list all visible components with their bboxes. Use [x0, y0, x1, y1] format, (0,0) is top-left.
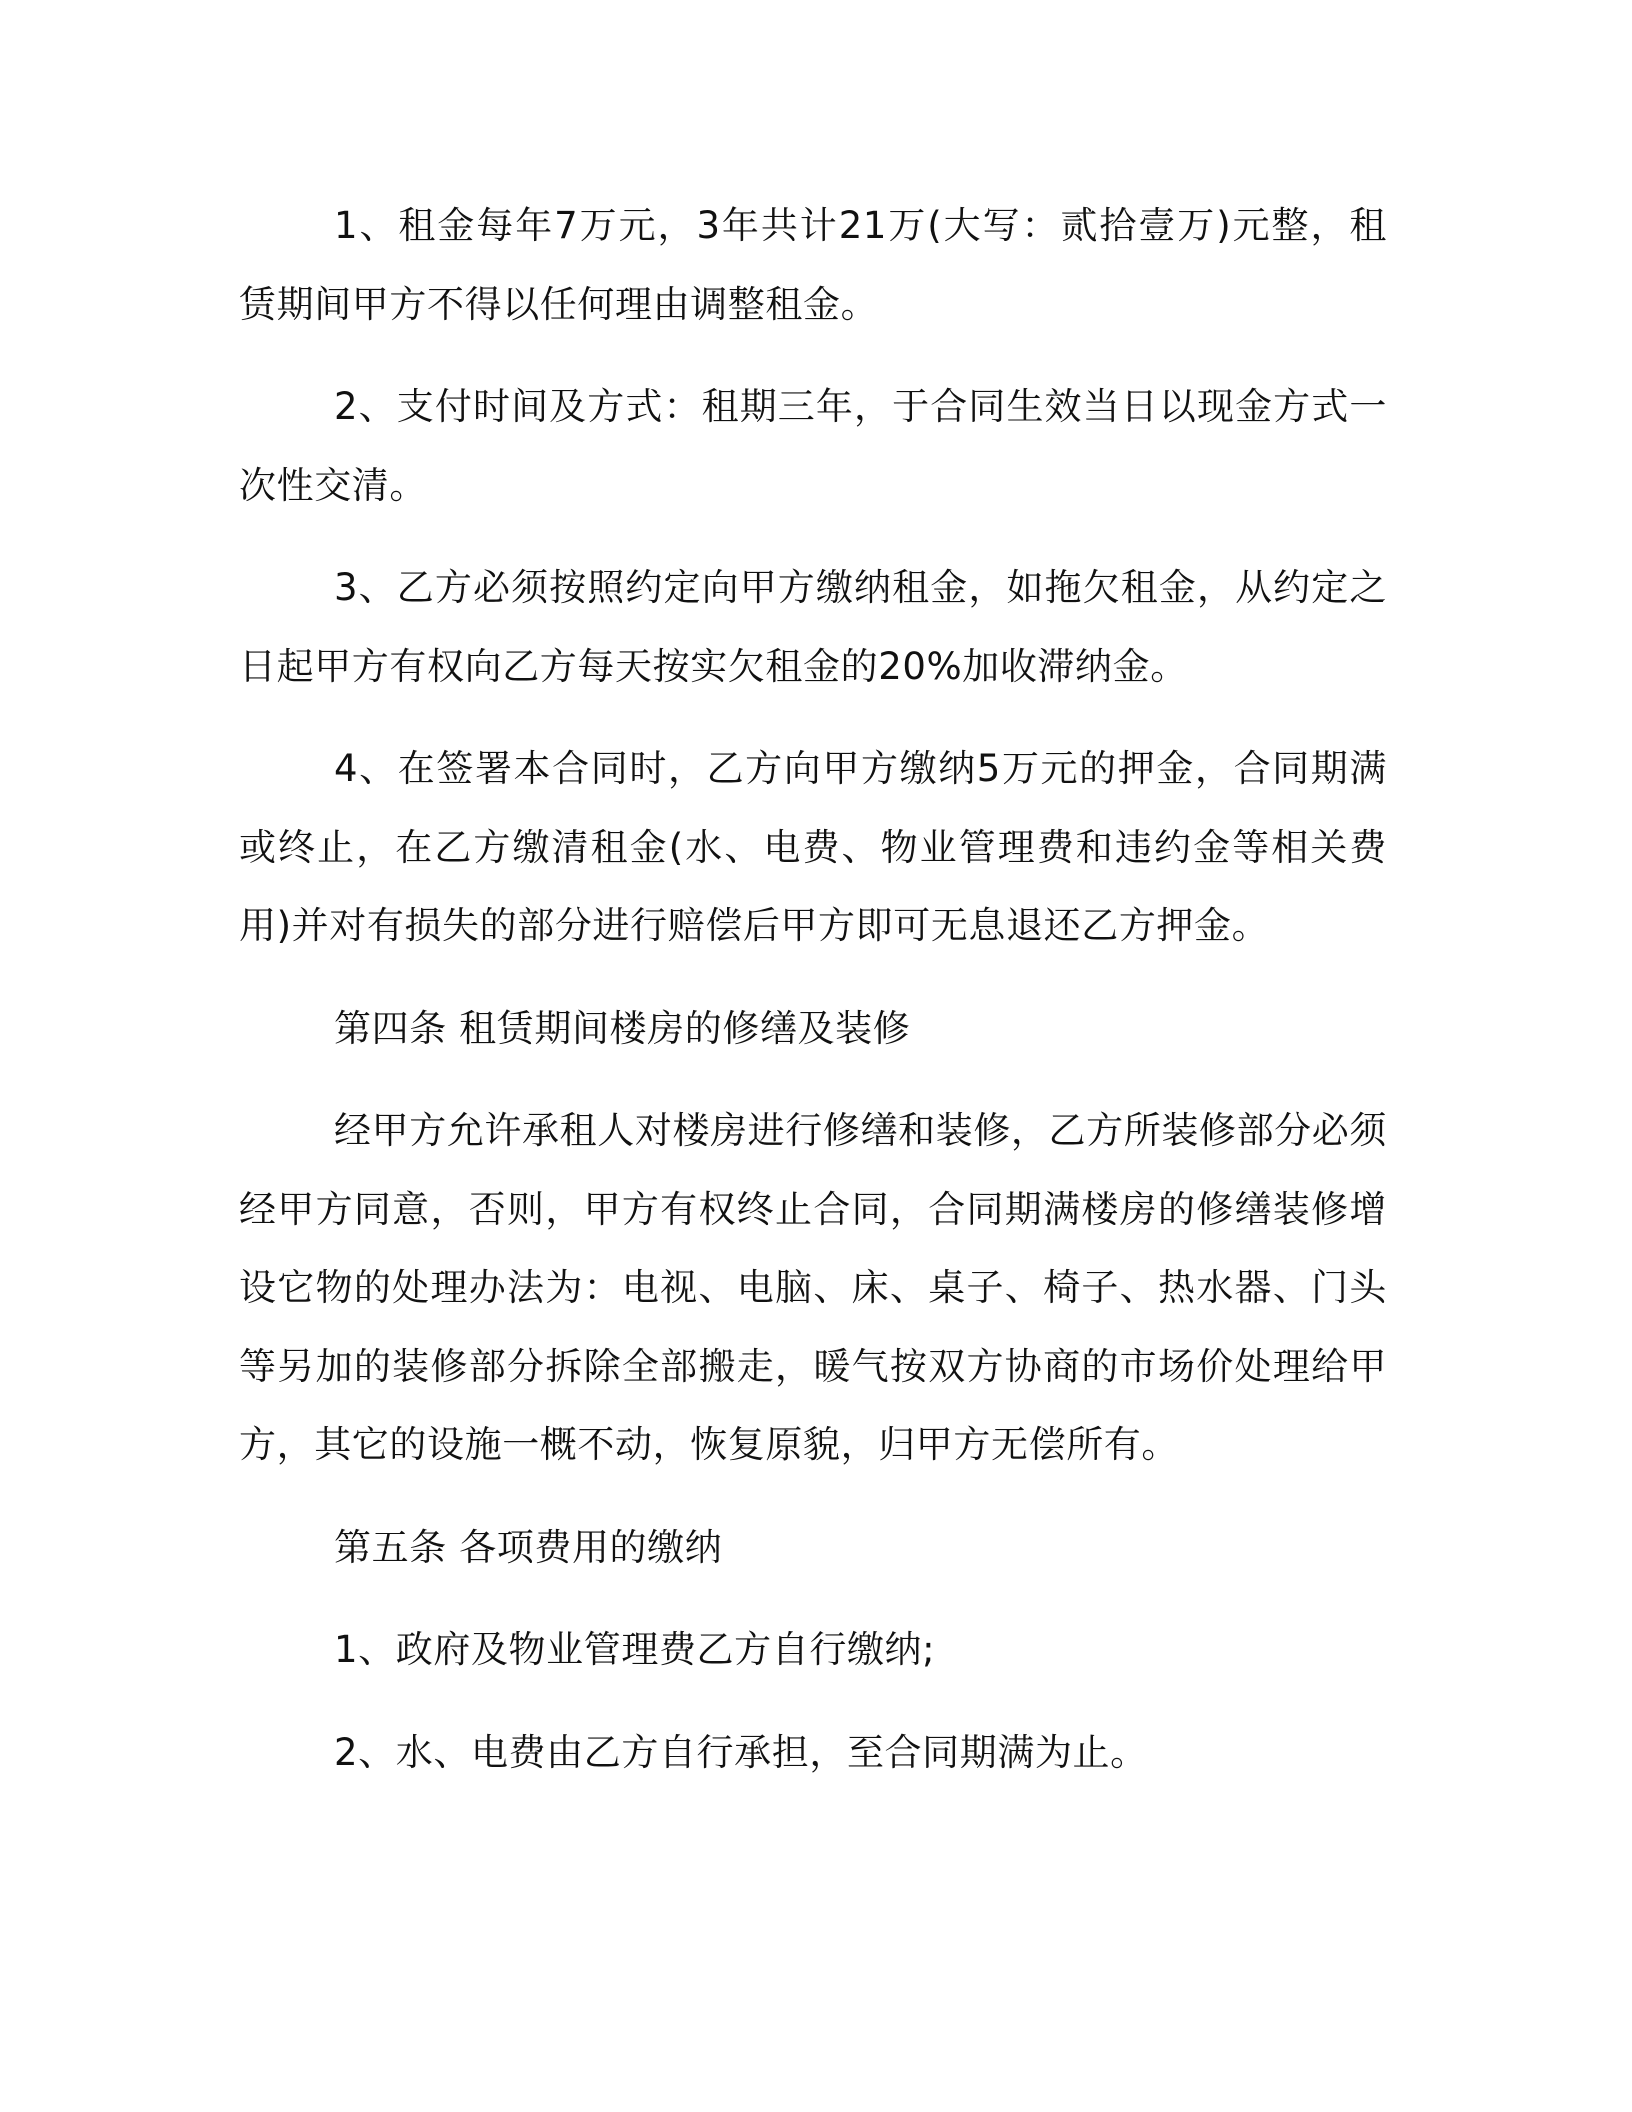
paragraph-utilities: 2、水、电费由乙方自行承担，至合同期满为止。: [334, 1730, 1148, 1774]
paragraph-management-fee: 1、政府及物业管理费乙方自行缴纳;: [334, 1628, 936, 1671]
paragraph-deposit: 4、在签署本合同时，乙方向甲方缴纳5万元的押金，合同期满或终止，在乙方缴清租金(水、电费、物业管理费和违约金等相关费用)并对有损失的部分进行赔偿后甲方即可无息退还乙方押金。: [239, 747, 1387, 947]
paragraph-rent-amount: 1、租金每年7万元，3年共计21万(大写：贰拾壹万)元整，租赁期间甲方不得以任何理由调整租金。: [239, 204, 1387, 326]
article-4-heading: 第四条 租赁期间楼房的修缮及装修: [334, 1006, 911, 1050]
paragraph-late-fee: 3、乙方必须按照约定向甲方缴纳租金，如拖欠租金，从约定之日起甲方有权向乙方每天按实欠租金的20%加收滞纳金。: [239, 566, 1387, 688]
document-body: [239, 187, 1387, 1816]
paragraph-renovation: 经甲方允许承租人对楼房进行修缮和装修，乙方所装修部分必须经甲方同意，否则，甲方有权终止合同，合同期满楼房的修缮装修增设它物的处理办法为：电视、电脑、床、桌子、椅子、热水器、门头等另加的装修部分拆除全部搬走，暖气按双方协商的市场价处理给甲方，其它的设施一概不动，恢复原貌，归甲方无偿所有。: [239, 1109, 1387, 1466]
paragraph-payment-method: 2、支付时间及方式：租期三年，于合同生效当日以现金方式一次性交清。: [239, 385, 1387, 507]
article-5-heading: 第五条 各项费用的缴纳: [334, 1525, 723, 1569]
